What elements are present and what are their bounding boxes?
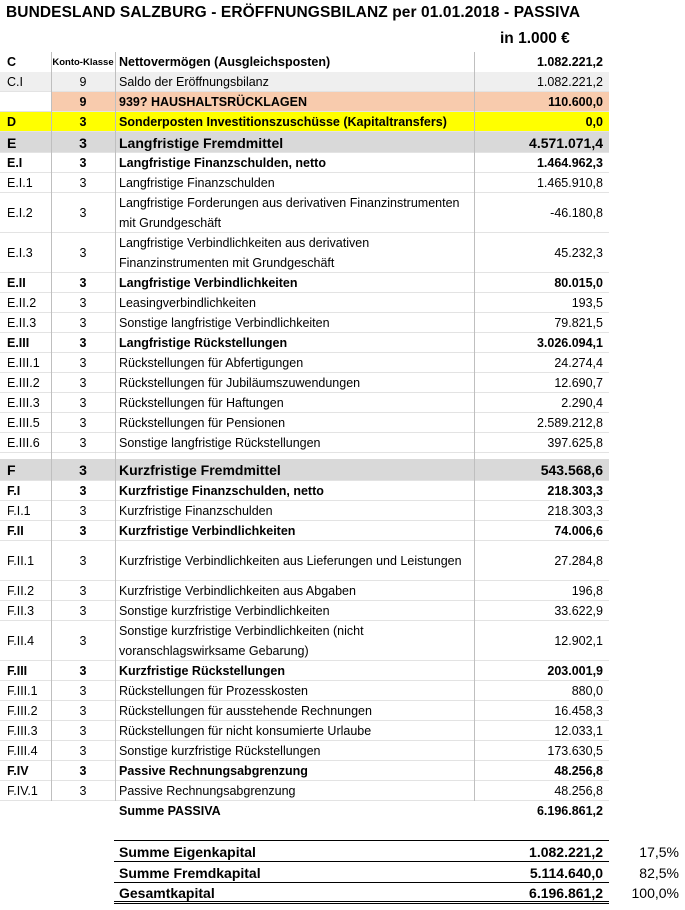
row-code: E.III [7, 336, 30, 350]
row-value: 173.630,5 [547, 744, 603, 758]
row-konto-klasse: 3 [79, 336, 87, 350]
row-value: 48.256,8 [554, 784, 603, 798]
row-label: Nettovermögen (Ausgleichsposten) [119, 55, 331, 69]
row-code: F.III.4 [7, 744, 38, 758]
table-row [0, 541, 609, 581]
row-label: Kurzfristige Verbindlichkeiten aus Lieferungen und Leistungen [119, 554, 462, 568]
row-konto-klasse: 3 [79, 134, 87, 151]
row-konto-klasse: 3 [79, 436, 87, 450]
total-percent: 82,5% [639, 864, 679, 881]
row-value: 24.274,4 [554, 356, 603, 370]
row-konto-klasse: 3 [79, 246, 87, 260]
row-value: 27.284,8 [554, 554, 603, 568]
row-label: Kurzfristige Verbindlichkeiten aus Abgaben [119, 584, 356, 598]
table-row [0, 132, 609, 153]
row-code: E.I.1 [7, 176, 33, 190]
row-label: Langfristige Verbindlichkeiten aus derivativen Finanzinstrumenten mit Grundgeschäft [119, 236, 370, 270]
row-konto-klasse: 3 [79, 156, 87, 170]
row-label: Rückstellungen für ausstehende Rechnungen [119, 704, 372, 718]
row-label: Langfristige Forderungen aus derivativen Finanzinstrumenten mit Grundgeschäft [119, 196, 460, 230]
total-percent: 100,0% [631, 884, 679, 901]
row-value: -46.180,8 [550, 206, 603, 220]
row-konto-klasse: 3 [79, 484, 87, 498]
row-code: E.I.3 [7, 246, 33, 260]
row-value: 218.303,3 [547, 504, 603, 518]
row-label: Sonstige kurzfristige Rückstellungen [119, 744, 321, 758]
row-label: Rückstellungen für Pensionen [119, 416, 286, 430]
total-label: Gesamtkapital [119, 884, 215, 901]
table-row [0, 233, 609, 273]
table-row [0, 621, 609, 661]
table-row [0, 393, 609, 413]
row-code: E.I [7, 156, 23, 170]
row-label: Rückstellungen für Haftungen [119, 396, 284, 410]
row-konto-klasse: 3 [79, 724, 87, 738]
total-row-fremdkapital [0, 862, 685, 883]
row-value: 218.303,3 [547, 484, 603, 498]
row-code: F.III [7, 664, 28, 678]
row-konto-klasse: 3 [79, 376, 87, 390]
summe-passiva-value: 6.196.861,2 [536, 804, 603, 818]
row-value: 1.465.910,8 [536, 176, 603, 190]
row-code: D [7, 115, 17, 129]
row-value: 48.256,8 [554, 764, 603, 778]
row-code: F.II.4 [7, 634, 35, 648]
row-value: 397.625,8 [547, 436, 603, 450]
row-konto-klasse: 3 [79, 554, 87, 568]
unit-label: in 1.000 € [500, 30, 570, 47]
row-konto-klasse: 3 [79, 764, 87, 778]
divider [114, 861, 609, 862]
row-code: E.III.1 [7, 356, 40, 370]
summe-passiva-row [0, 801, 609, 821]
row-value: 110.600,0 [548, 95, 603, 109]
total-label: Summe Eigenkapital [119, 843, 256, 860]
column-gridline [51, 52, 52, 801]
table-row [0, 193, 609, 233]
row-label: Sonstige kurzfristige Verbindlichkeiten [119, 604, 330, 618]
row-label: Kurzfristige Finanzschulden, netto [119, 484, 324, 498]
row-code: E.II.3 [7, 316, 37, 330]
row-value: 79.821,5 [554, 316, 603, 330]
table-row [0, 353, 609, 373]
row-value: 12.690,7 [554, 376, 603, 390]
row-code: F.I [7, 484, 21, 498]
table-row [0, 761, 609, 781]
row-code: F.IV.1 [7, 784, 38, 798]
row-value: 16.458,3 [554, 704, 603, 718]
row-value: 196,8 [571, 584, 603, 598]
row-konto-klasse: 3 [79, 416, 87, 430]
row-konto-klasse: 3 [79, 356, 87, 370]
row-code: E.III.2 [7, 376, 40, 390]
table-row [0, 601, 609, 621]
row-code: F [7, 462, 16, 478]
row-value: 74.006,6 [554, 524, 603, 538]
row-konto-klasse: 3 [79, 634, 87, 648]
row-konto-klasse: 3 [79, 504, 87, 518]
column-gridline [474, 52, 475, 801]
table-row [0, 92, 609, 112]
gridline [0, 452, 609, 453]
row-label: Sonstige kurzfristige Verbindlichkeiten (nicht voranschlagswirksame Gebarung) [119, 624, 364, 658]
row-label: 939? HAUSHALTSRÜCKLAGEN [119, 95, 307, 109]
row-code: F.III.2 [7, 704, 38, 718]
row-konto-klasse: 3 [79, 604, 87, 618]
row-label: Rückstellungen für Prozesskosten [119, 684, 308, 698]
row-value: 80.015,0 [554, 276, 603, 290]
row-value: 880,0 [571, 684, 603, 698]
table-row [0, 581, 609, 601]
row-value: 45.232,3 [554, 246, 603, 260]
row-konto-klasse: 9 [79, 75, 87, 89]
table-row [0, 681, 609, 701]
row-code [7, 92, 51, 112]
row-konto-klasse: 3 [79, 396, 87, 410]
row-code: E.III.6 [7, 436, 40, 450]
row-value: 2.290,4 [561, 396, 603, 410]
row-label: Passive Rechnungsabgrenzung [119, 764, 308, 778]
row-label: Langfristige Rückstellungen [119, 336, 288, 350]
row-label: Langfristige Verbindlichkeiten [119, 276, 298, 290]
table-row [0, 701, 609, 721]
total-row-eigenkapital [0, 841, 685, 862]
table-row [0, 459, 609, 481]
row-value: 4.571.071,4 [529, 134, 603, 151]
table-row [0, 153, 609, 173]
total-row-gesamtkapital [0, 882, 685, 903]
total-value: 1.082.221,2 [529, 843, 603, 860]
table-row [0, 313, 609, 333]
row-value: 0,0 [585, 115, 603, 129]
table-row [0, 721, 609, 741]
table-row [0, 741, 609, 761]
table-row [0, 173, 609, 193]
row-konto-klasse: 3 [79, 744, 87, 758]
row-code: F.II [7, 524, 24, 538]
table-row [0, 501, 609, 521]
row-value: 2.589.212,8 [536, 416, 603, 430]
row-label: Sonstige langfristige Verbindlichkeiten [119, 316, 330, 330]
row-code: F.II.3 [7, 604, 35, 618]
table-row-header [0, 52, 609, 72]
row-konto-klasse: 3 [79, 115, 87, 129]
row-konto-klasse: 3 [79, 704, 87, 718]
row-value: 12.033,1 [554, 724, 603, 738]
row-konto-klasse: 3 [79, 524, 87, 538]
row-value: 3.026.094,1 [536, 336, 603, 350]
row-konto-klasse: 3 [79, 784, 87, 798]
row-label: Langfristige Finanzschulden [119, 176, 275, 190]
row-code: F.II.2 [7, 584, 35, 598]
row-code: E.II.2 [7, 296, 37, 310]
row-label: Langfristige Finanzschulden, netto [119, 156, 326, 170]
row-konto-klasse: 3 [79, 276, 87, 290]
row-value: 1.464.962,3 [536, 156, 603, 170]
row-code: E.III.5 [7, 416, 40, 430]
row-label: Rückstellungen für Abfertigungen [119, 356, 304, 370]
row-konto-klasse: 3 [79, 316, 87, 330]
row-code: C [7, 55, 17, 69]
divider [114, 840, 609, 841]
row-label: Sonstige langfristige Rückstellungen [119, 436, 321, 450]
table-row [0, 413, 609, 433]
row-konto-klasse: 3 [79, 664, 87, 678]
row-code: E.I.2 [7, 206, 33, 220]
table-row [0, 72, 609, 92]
row-value: 12.902,1 [554, 634, 603, 648]
row-konto-klasse: 3 [79, 684, 87, 698]
table-row [0, 333, 609, 353]
row-label: Saldo der Eröffnungsbilanz [119, 75, 269, 89]
row-code: C.I [7, 75, 23, 89]
row-code: E.III.3 [7, 396, 40, 410]
row-label: Kurzfristige Verbindlichkeiten [119, 524, 296, 538]
total-value: 5.114.640,0 [529, 864, 603, 881]
page-title: BUNDESLAND SALZBURG - ERÖFFNUNGSBILANZ per 01.01.2018 - PASSIVA [6, 4, 581, 21]
row-konto-klasse: 9 [79, 95, 87, 109]
table-row [0, 112, 609, 132]
table-row [0, 273, 609, 293]
summe-passiva-label: Summe PASSIVA [119, 804, 221, 818]
table-row [0, 781, 609, 801]
total-value: 6.196.861,2 [529, 884, 603, 901]
row-konto-klasse: 3 [79, 176, 87, 190]
row-label: Kurzfristige Rückstellungen [119, 664, 285, 678]
row-value: 1.082.221,2 [536, 75, 603, 89]
row-konto-klasse: 3 [79, 296, 87, 310]
row-code: E.II [7, 276, 26, 290]
total-percent: 17,5% [639, 843, 679, 860]
table-row [0, 521, 609, 541]
row-konto-klasse: 3 [79, 462, 87, 478]
row-code: F.I.1 [7, 504, 31, 518]
row-value: 33.622,9 [554, 604, 603, 618]
row-label: Passive Rechnungsabgrenzung [119, 784, 296, 798]
table-row [0, 661, 609, 681]
row-konto-klasse: 3 [79, 206, 87, 220]
row-code: E [7, 134, 17, 151]
row-code: F.III.3 [7, 724, 38, 738]
row-value: 543.568,6 [540, 462, 603, 478]
row-code: F.II.1 [7, 554, 35, 568]
row-label: Rückstellungen für nicht konsumierte Urlaube [119, 724, 372, 738]
table-row [0, 433, 609, 453]
row-label: Kurzfristige Finanzschulden [119, 504, 273, 518]
row-code: F.IV [7, 764, 29, 778]
column-header-konto-klasse: Konto-Klasse [52, 56, 114, 68]
row-label: Langfristige Fremdmittel [119, 134, 284, 151]
divider [114, 882, 609, 883]
row-code: F.III.1 [7, 684, 38, 698]
row-label: Kurzfristige Fremdmittel [119, 462, 281, 478]
row-value: 203.001,9 [547, 664, 603, 678]
double-underline [114, 901, 609, 904]
row-value: 1.082.221,2 [536, 55, 603, 69]
table-row [0, 481, 609, 501]
row-label: Rückstellungen für Jubiläumszuwendungen [119, 376, 361, 390]
column-gridline [115, 52, 116, 801]
row-konto-klasse: 3 [79, 584, 87, 598]
table-row [0, 373, 609, 393]
row-value: 193,5 [571, 296, 603, 310]
row-label: Sonderposten Investitionszuschüsse (Kapitaltransfers) [119, 115, 447, 129]
total-label: Summe Fremdkapital [119, 864, 261, 881]
table-row [0, 293, 609, 313]
row-label: Leasingverbindlichkeiten [119, 296, 256, 310]
